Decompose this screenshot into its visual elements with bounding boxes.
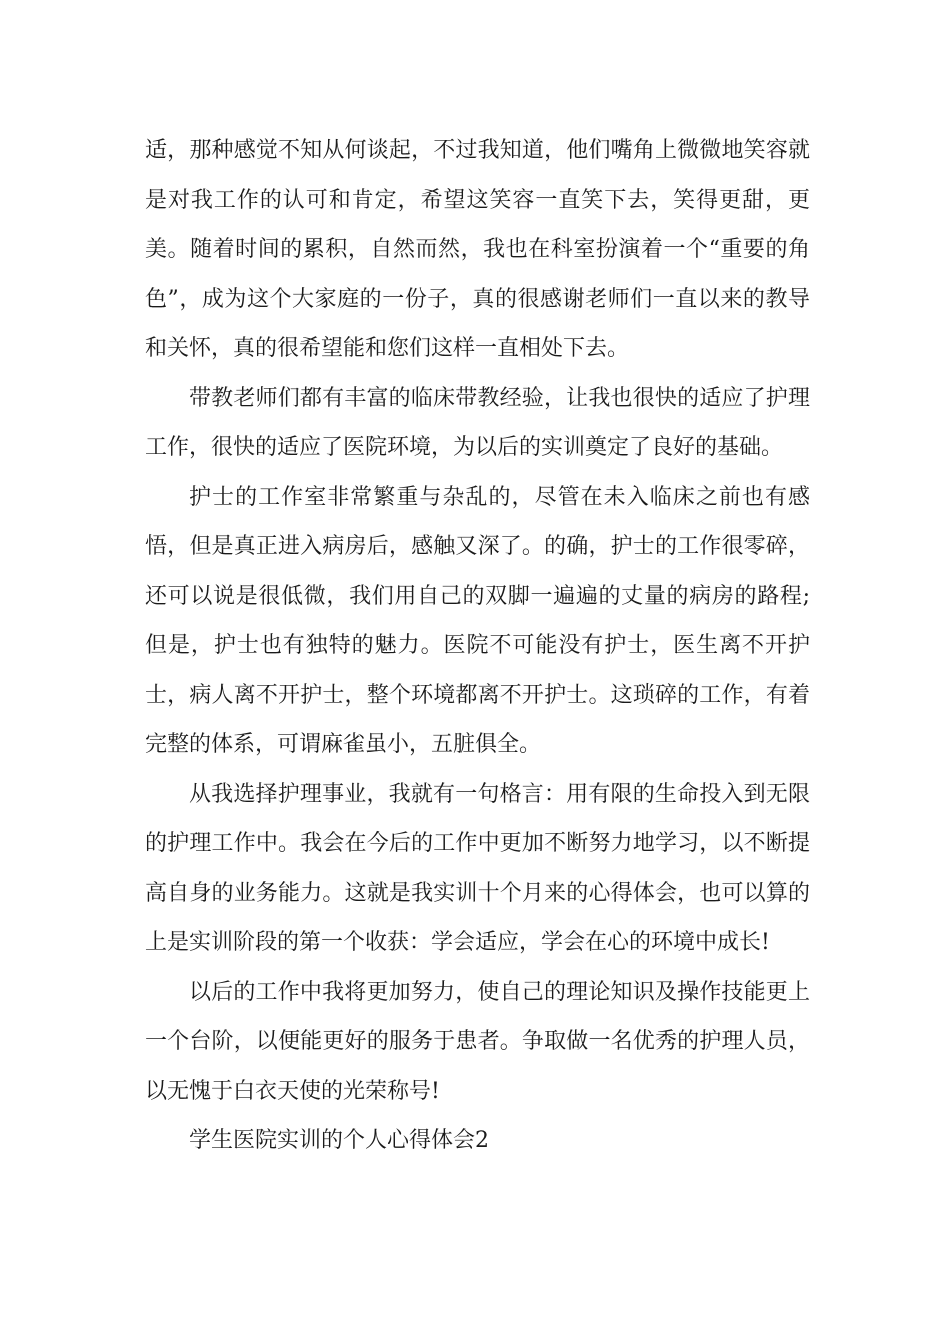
paragraph-nurse-work: 护士的工作室非常繁重与杂乱的，尽管在未入临床之前也有感悟，但是真正进入病房后，感触又深了。的确，护士的工作很零碎，还可以说是很低微，我们用自己的双脚一遍遍的丈量的病房的路程;但是，护士也有独特的魅力。医院不可能没有护士，医生离不开护士，病人离不开护士，整个环境都离不开护士。这琐碎的工作，有着完整的体系，可谓麻雀虽小，五脏俱全。: [145, 484, 810, 757]
paragraph-future: 以后的工作中我将更加努力，使自己的理论知识及操作技能更上一个台阶，以便能更好的服务于患者。争取做一名优秀的护理人员，以无愧于白衣天使的光荣称号!: [145, 979, 810, 1104]
document-body: [145, 126, 810, 1166]
section-heading: 学生医院实训的个人心得体会2: [189, 1128, 489, 1153]
paragraph-teachers: 带教老师们都有丰富的临床带教经验，让我也很快的适应了护理工作，很快的适应了医院环境，为以后的实训奠定了良好的基础。: [145, 385, 810, 460]
paragraph-motto: 从我选择护理事业，我就有一句格言：用有限的生命投入到无限的护理工作中。我会在今后的工作中更加不断努力地学习，以不断提高自身的业务能力。这就是我实训十个月来的心得体会，也可以算的上是实训阶段的第一个收获：学会适应，学会在心的环境中成长!: [145, 781, 810, 955]
paragraph-continued: 适，那种感觉不知从何谈起，不过我知道，他们嘴角上微微地笑容就是对我工作的认可和肯定，希望这笑容一直笑下去，笑得更甜，更美。随着时间的累积，自然而然，我也在科室扮演着一个“重要的角色”，成为这个大家庭的一份子，真的很感谢老师们一直以来的教导和关怀，真的很希望能和您们这样一直相处下去。: [145, 138, 810, 361]
